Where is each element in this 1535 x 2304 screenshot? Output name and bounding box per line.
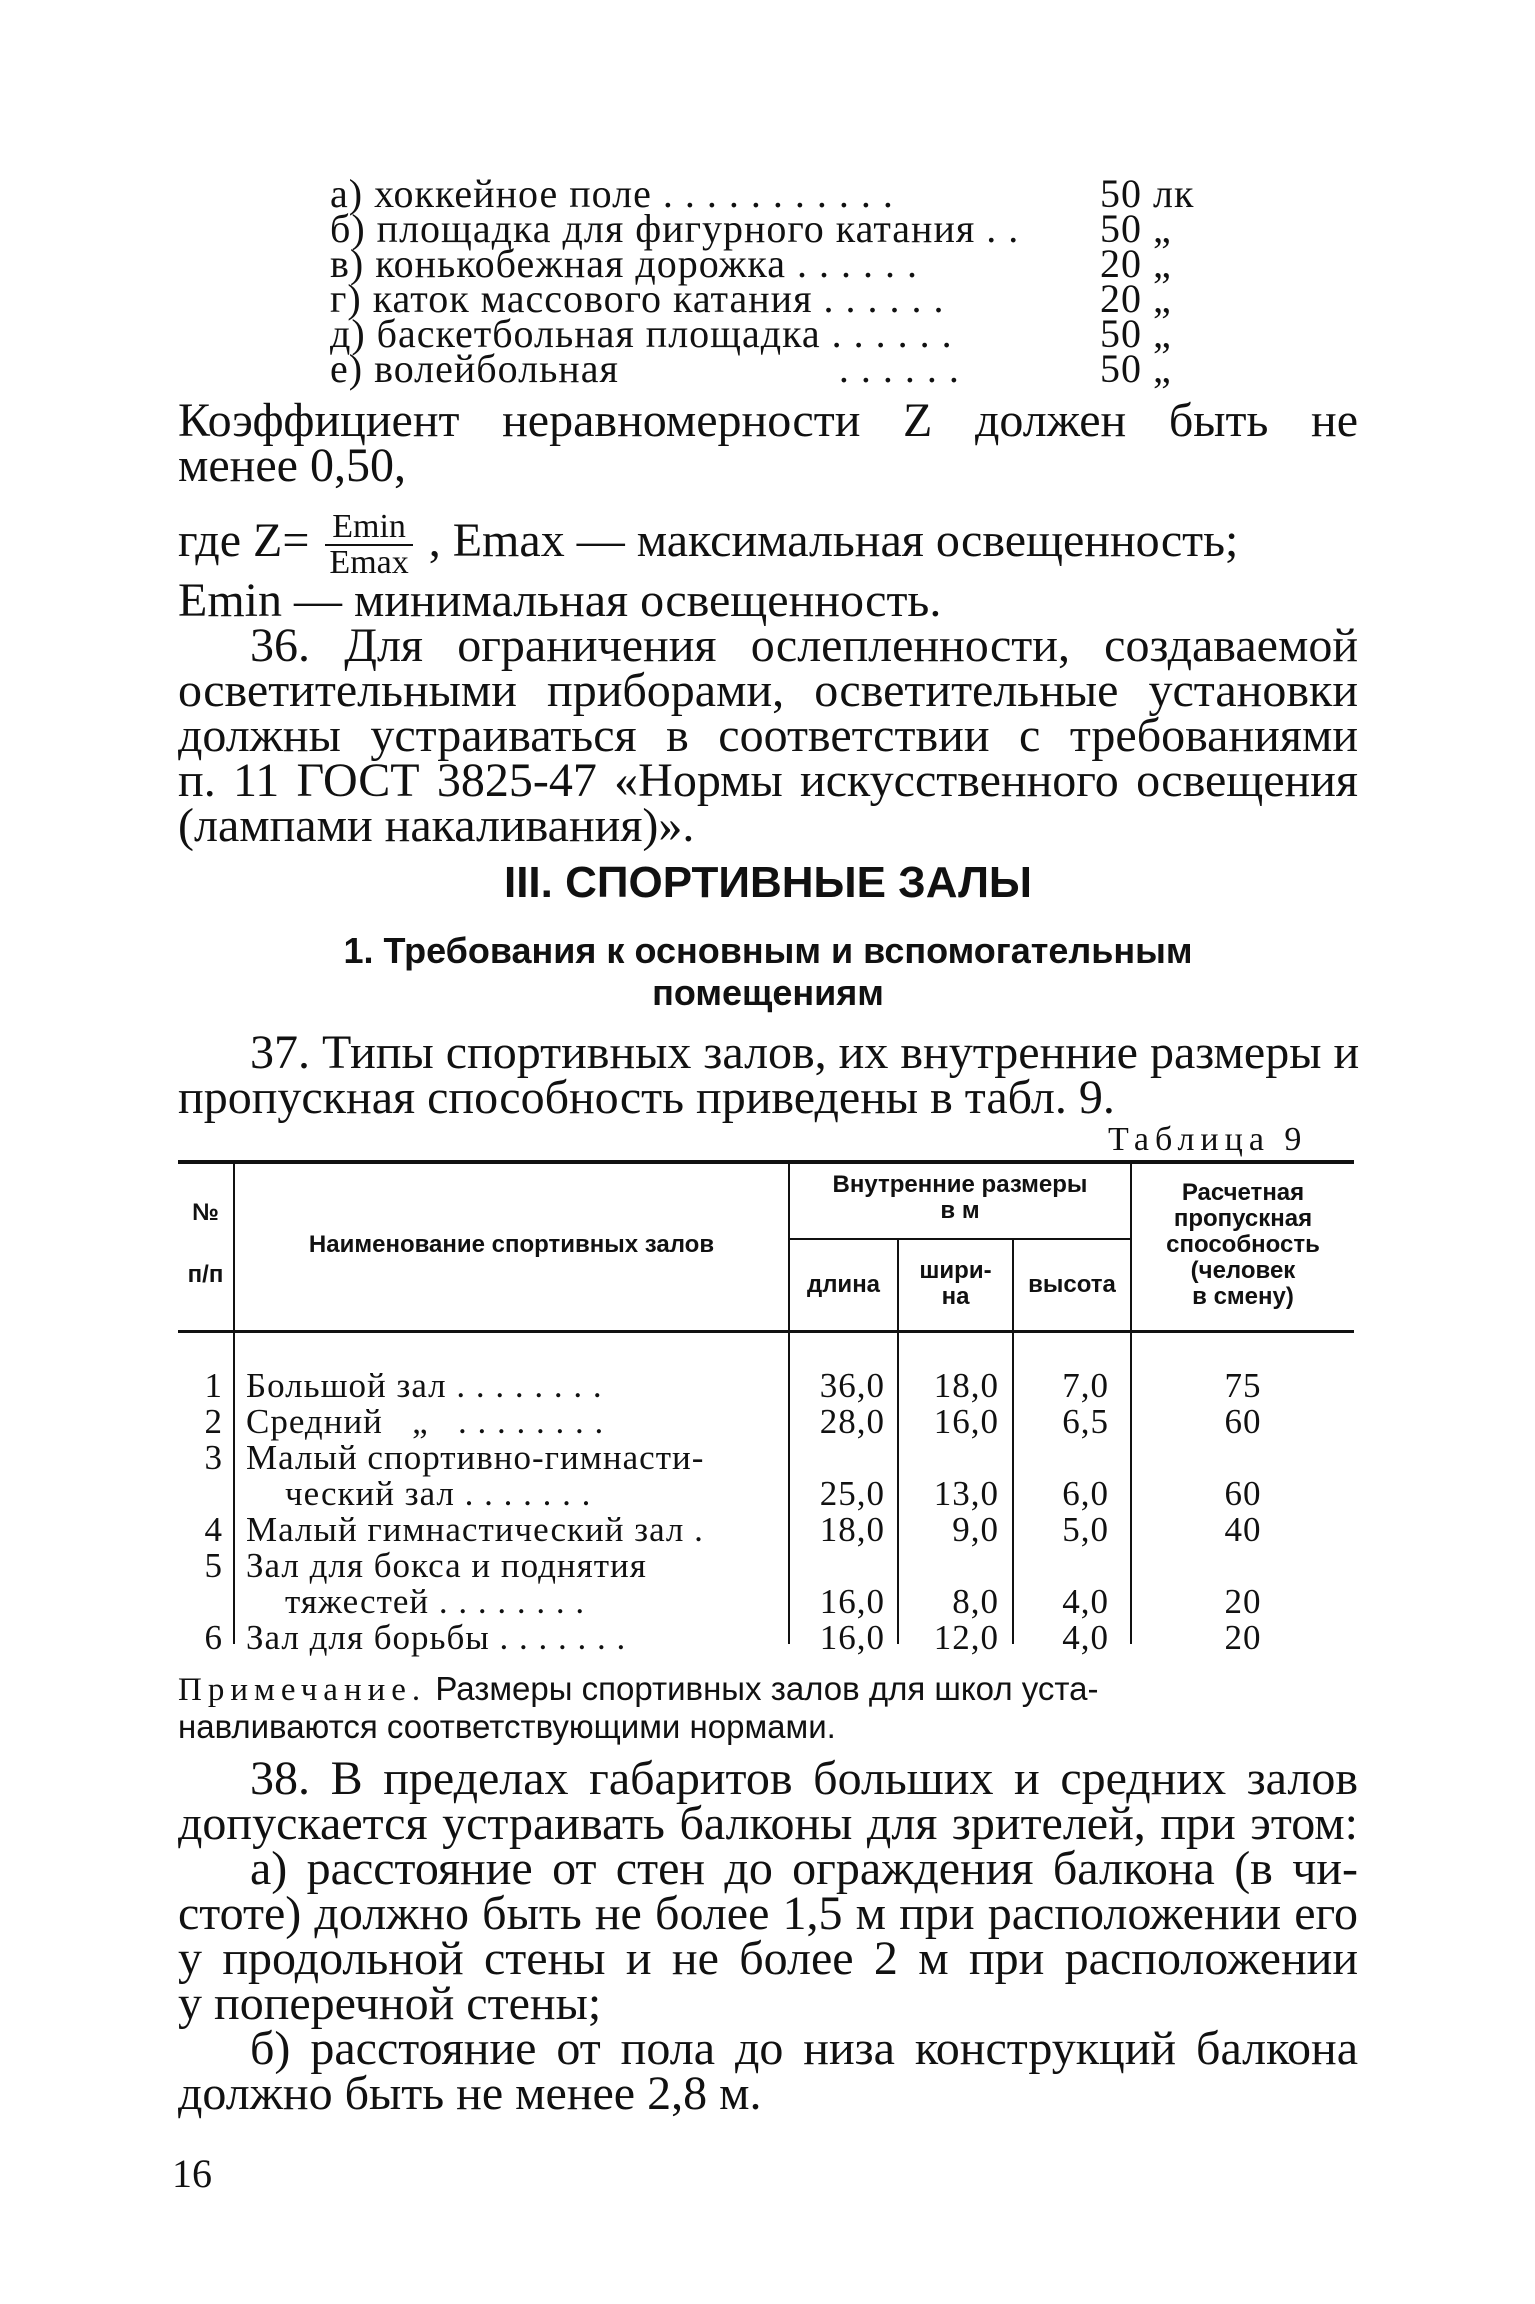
coef-line-2: менее 0,50,	[178, 439, 406, 492]
cell-name: Малый гимнастический зал .	[246, 1510, 704, 1549]
header-name: Наименование спортивных залов	[308, 1231, 715, 1258]
cell-width: 12,0	[933, 1618, 999, 1657]
lighting-item-value: 50 „	[1100, 311, 1172, 356]
p36-line: должны устраиваться в соответствии с требованиями	[178, 709, 1358, 762]
coef-formula	[178, 510, 1238, 580]
lighting-item-value: 50 лк	[1100, 171, 1195, 216]
note-text: Размеры спортивных залов для школ уста-	[435, 1670, 1099, 1707]
lighting-item-value: 20 „	[1100, 241, 1172, 286]
p37-line: пропускная способность приведены в табл. 9.	[178, 1071, 1115, 1124]
header-width: шири-	[919, 1257, 992, 1284]
p38-line: 38. В пределах габаритов больших и средних залов	[250, 1752, 1358, 1805]
header-dims-unit: в м	[940, 1197, 980, 1224]
cell-name: ческий зал . . . . . . .	[285, 1474, 592, 1513]
lighting-item-value: 20 „	[1100, 276, 1172, 321]
lighting-item-value: 50 „	[1100, 346, 1172, 391]
formula-fraction	[325, 510, 412, 580]
p36-line: п. 11 ГОСТ 3825-47 «Нормы искусственного освещения	[178, 754, 1358, 807]
cell-height: 7,0	[1062, 1366, 1109, 1405]
header-width-cont: на	[941, 1283, 970, 1310]
lighting-item-label: г) каток массового катания . . . . . .	[330, 276, 945, 321]
coef-emin: Emin — минимальная освещенность.	[178, 574, 942, 627]
p38-line: допускается устраивать балконы для зрителей, при этом:	[178, 1797, 1358, 1850]
lighting-item-label: д) баскетбольная площадка . . . . . .	[330, 311, 953, 356]
fraction-denominator: Emax	[329, 544, 409, 581]
cell-name: Зал для борьбы . . . . . . .	[246, 1618, 627, 1657]
cell-length: 28,0	[819, 1402, 885, 1441]
cell-length: 16,0	[819, 1618, 885, 1657]
lighting-item-value: 50 „	[1100, 206, 1172, 251]
p38-line: у продольной стены и не более 2 м при расположении	[178, 1932, 1358, 1985]
cell-length: 18,0	[819, 1510, 885, 1549]
p36-line: (лампами накаливания)».	[178, 799, 695, 852]
coef-line-1: Коэффициент неравномерности Z должен быть не	[178, 394, 1358, 447]
formula-where: где Z=	[178, 514, 310, 568]
section-title: III. СПОРТИВНЫЕ ЗАЛЫ	[503, 858, 1033, 907]
cell-num: 4	[204, 1510, 223, 1549]
p38-line: а) расстояние от стен до ограждения балкона (в чи-	[250, 1842, 1358, 1895]
header-num-sub: п/п	[187, 1261, 224, 1288]
cell-name: Малый спортивно-гимнасти-	[246, 1438, 705, 1477]
lighting-item-label: е) волейбольная . . . . . .	[330, 346, 960, 391]
cell-capacity: 20	[1224, 1618, 1262, 1657]
cell-width: 16,0	[933, 1402, 999, 1441]
cell-capacity: 20	[1224, 1582, 1262, 1621]
cell-capacity: 60	[1224, 1474, 1262, 1513]
p38-line: б) расстояние от пола до низа конструкций балкона	[250, 2022, 1358, 2075]
fraction-numerator: Emin	[325, 510, 412, 546]
table-caption: Таблица 9	[1108, 1121, 1308, 1158]
header-num: №	[192, 1199, 219, 1226]
header-height: высота	[1028, 1271, 1116, 1298]
p36-line: 36. Для ограничения ослепленности, создаваемой	[250, 619, 1358, 672]
cell-length: 16,0	[819, 1582, 885, 1621]
header-length: длина	[806, 1271, 881, 1298]
p36-line: осветительными приборами, осветительные установки	[178, 664, 1358, 717]
subsection-title: 1. Требования к основным и вспомогательным	[343, 930, 1193, 971]
note-label: Примечание.	[178, 1672, 427, 1708]
header-capacity: в смену)	[1192, 1283, 1294, 1310]
cell-num: 3	[204, 1438, 223, 1477]
page-number: 16	[172, 2151, 212, 2196]
cell-width: 18,0	[933, 1366, 999, 1405]
formula-emax: , Emax — максимальная освещенность;	[428, 514, 1239, 568]
cell-height: 6,5	[1062, 1402, 1109, 1441]
p38-line: стоте) должно быть не более 1,5 м при расположении его	[178, 1887, 1358, 1940]
cell-capacity: 75	[1224, 1366, 1262, 1405]
cell-height: 4,0	[1062, 1582, 1109, 1621]
cell-num: 6	[204, 1618, 223, 1657]
cell-capacity: 40	[1224, 1510, 1262, 1549]
subsection-title-cont: помещениям	[652, 972, 884, 1013]
cell-num: 2	[204, 1402, 223, 1441]
cell-capacity: 60	[1224, 1402, 1262, 1441]
cell-length: 36,0	[819, 1366, 885, 1405]
cell-name: Большой зал . . . . . . . .	[246, 1366, 603, 1405]
p37-line: 37. Типы спортивных залов, их внутренние размеры и	[250, 1026, 1360, 1079]
cell-width: 8,0	[952, 1582, 999, 1621]
header-capacity: Расчетная	[1181, 1179, 1305, 1206]
table-note	[178, 1670, 1358, 1709]
cell-length: 25,0	[819, 1474, 885, 1513]
cell-width: 13,0	[933, 1474, 999, 1513]
header-capacity: способность	[1166, 1231, 1320, 1258]
cell-height: 6,0	[1062, 1474, 1109, 1513]
cell-height: 4,0	[1062, 1618, 1109, 1657]
cell-name: Средний „ . . . . . . . .	[246, 1402, 605, 1441]
cell-num: 5	[204, 1546, 223, 1585]
cell-name: тяжестей . . . . . . . .	[285, 1582, 586, 1621]
header-dims: Внутренние размеры	[832, 1171, 1088, 1198]
cell-height: 5,0	[1062, 1510, 1109, 1549]
cell-num: 1	[204, 1366, 223, 1405]
p38-line: у поперечной стены;	[178, 1977, 602, 2030]
header-capacity: (человек	[1190, 1257, 1296, 1284]
lighting-item-label: а) хоккейное поле . . . . . . . . . . .	[330, 171, 894, 216]
cell-width: 9,0	[952, 1510, 999, 1549]
lighting-item-label: б) площадка для фигурного катания . .	[330, 206, 1020, 251]
header-capacity: пропускная	[1173, 1205, 1313, 1232]
cell-name: Зал для бокса и поднятия	[246, 1546, 647, 1585]
table-note-cont: навливаются соответствующими нормами.	[178, 1708, 836, 1745]
p38-line: должно быть не менее 2,8 м.	[178, 2067, 762, 2120]
lighting-item-label: в) конькобежная дорожка . . . . . .	[330, 241, 919, 286]
